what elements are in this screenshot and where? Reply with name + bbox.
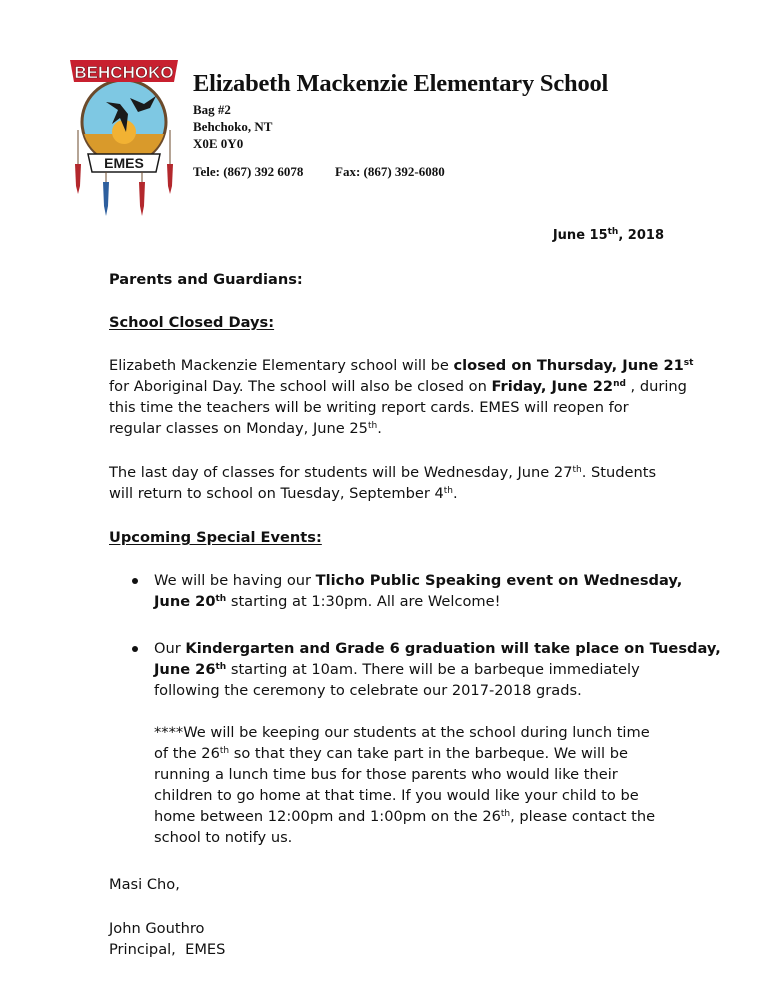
address-line-1: Bag #2 [193,102,231,117]
signature-title: Principal, EMES [109,941,226,958]
paragraph-line: children to go home at that time. If you would like your child to be [154,787,639,804]
logo-bottom-text: EMES [104,155,144,171]
section-heading-closed-days: School Closed Days: [109,314,275,331]
address-line-2: Behchoko, NT [193,119,273,134]
section-heading-special-events: Upcoming Special Events: [109,529,322,546]
paragraph-line: Elizabeth Mackenzie Elementary school will be closed on Thursday, June 21st [109,357,694,374]
signature-name: John Gouthro [109,920,205,937]
school-logo [68,52,180,220]
fax: Fax: (867) 392-6080 [335,164,445,179]
paragraph-line: June 26th starting at 10am. There will be a barbeque immediately [154,661,640,678]
list-item [109,638,721,701]
bullet-icon [132,646,138,652]
logo-top-text: BEHCHOKO [74,63,174,82]
list-item [109,570,721,612]
paragraph-line: regular classes on Monday, June 25th. [109,420,382,437]
telephone: Tele: (867) 392 6078 [193,164,304,179]
paragraph-line: home between 12:00pm and 1:00pm on the 26th, please contact the [154,808,656,825]
paragraph-line: The last day of classes for students will be Wednesday, June 27th. Students [109,464,657,481]
school-name: Elizabeth Mackenzie Elementary School [193,70,609,97]
paragraph-line: for Aboriginal Day. The school will also be closed on Friday, June 22nd , during [109,378,687,395]
paragraph-line: of the 26th so that they can take part in the barbeque. We will be [154,745,628,762]
closed-days-paragraph [109,355,693,439]
paragraph-line: running a lunch time bus for those parents who would like their [154,766,618,783]
bullet-icon [132,578,138,584]
paragraph-line: June 20th starting at 1:30pm. All are Welcome! [154,593,501,610]
lunch-note [154,722,655,848]
paragraph-line: will return to school on Tuesday, September 4th. [109,485,458,502]
salutation: Parents and Guardians: [109,271,303,288]
paragraph-line: following the ceremony to celebrate our 2017-2018 grads. [154,682,582,699]
paragraph-line: school to notify us. [154,829,293,846]
letter-date: June 15th, 2018 [552,227,664,243]
paragraph-line: this time the teachers will be writing report cards. EMES will reopen for [109,399,629,416]
events-list [109,570,721,701]
last-day-paragraph [109,462,656,504]
address-line-3: X0E 0Y0 [193,136,244,151]
paragraph-line: Our Kindergarten and Grade 6 graduation will take place on Tuesday, [154,640,721,657]
paragraph-line: We will be having our Tlicho Public Speaking event on Wednesday, [154,572,683,589]
paragraph-line: ****We will be keeping our students at the school during lunch time [154,724,650,741]
closing: Masi Cho, [109,876,180,893]
